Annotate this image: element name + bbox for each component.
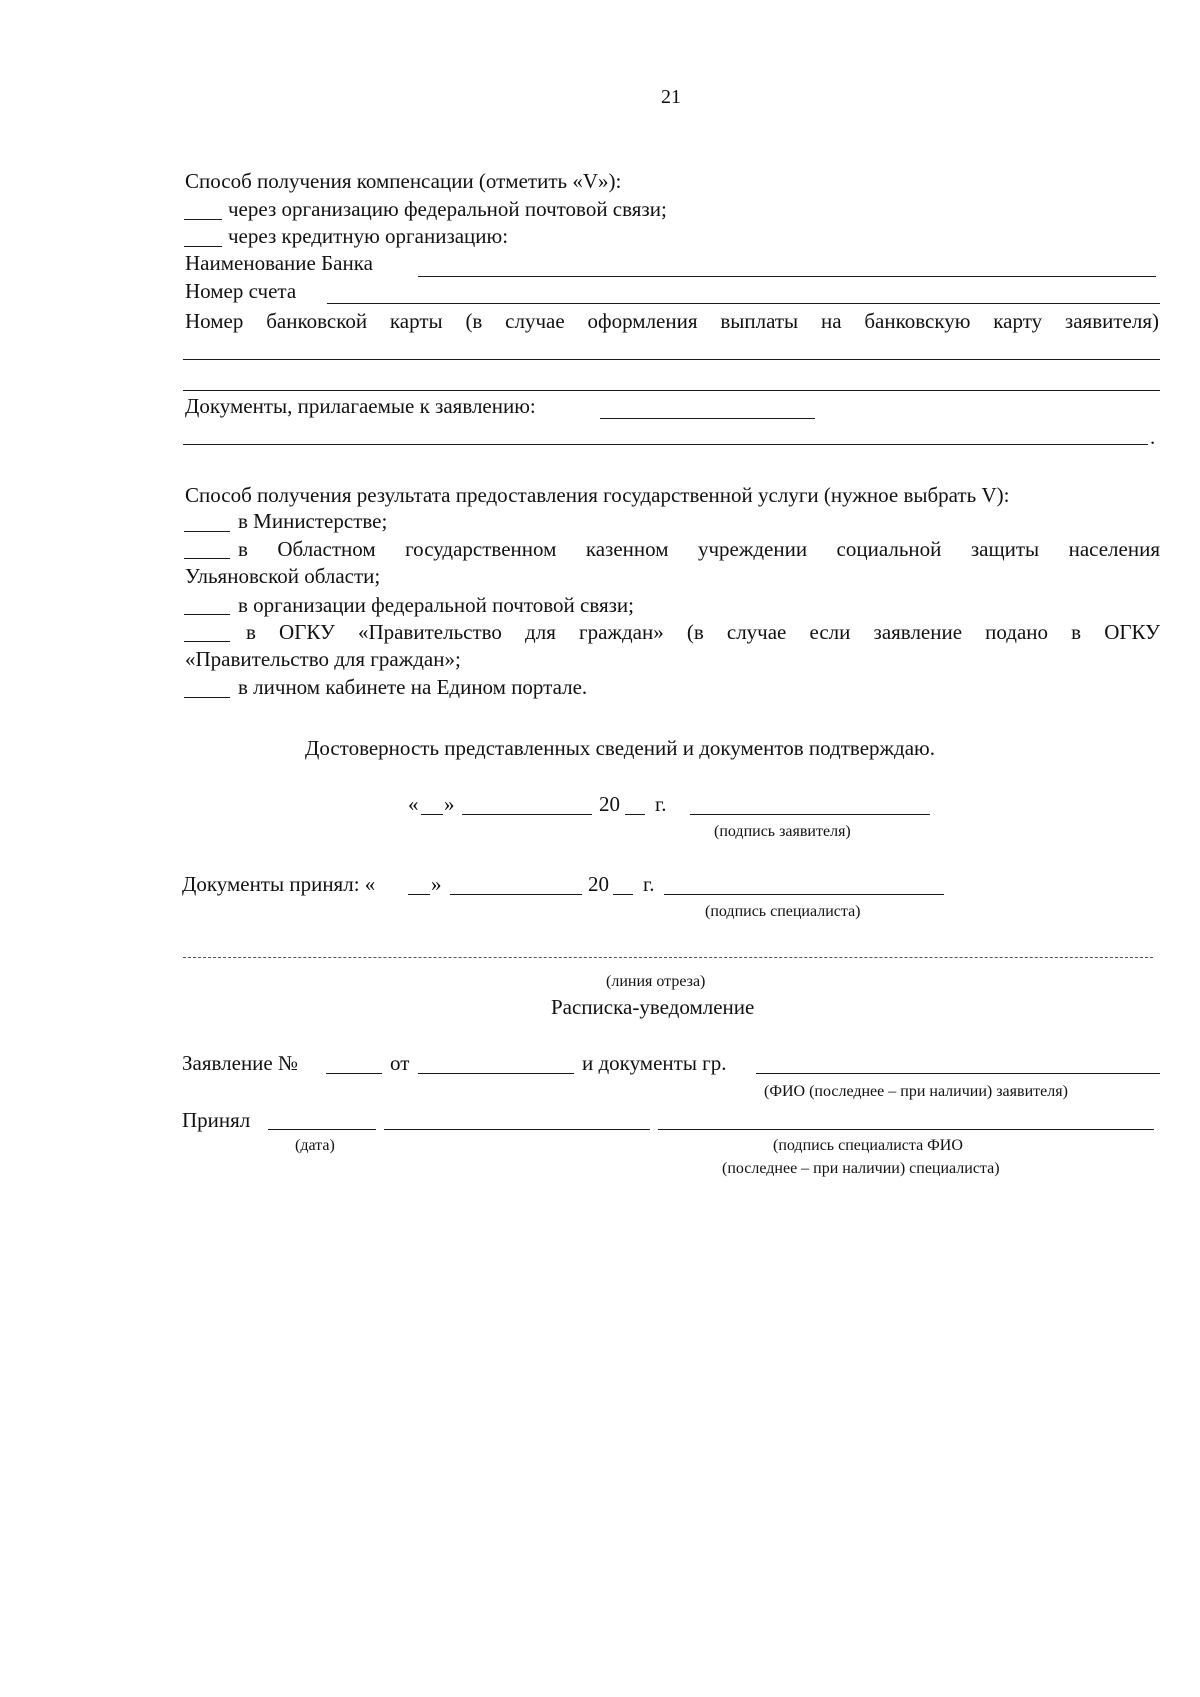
result-option-post: в организации федеральной почтовой связи; — [238, 593, 635, 617]
applicant-signature-caption: (подпись заявителя) — [714, 823, 851, 840]
applicant-day-field[interactable] — [421, 814, 443, 815]
accepted-year-suffix: г. — [643, 872, 655, 896]
ogkuszn-checkbox-line[interactable] — [184, 558, 230, 559]
result-option-gov-cont: «Правительство для граждан»; — [185, 647, 461, 671]
page-number: 21 — [661, 86, 681, 108]
applicant-fio-field[interactable] — [756, 1073, 1160, 1074]
accepted-day-field[interactable] — [408, 894, 430, 895]
account-number-label: Номер счета — [185, 279, 297, 303]
applicant-year-prefix: 20 — [599, 792, 620, 816]
portal-checkbox-line[interactable] — [184, 697, 230, 698]
documents-label: Документы, прилагаемые к заявлению: — [185, 394, 536, 418]
applicant-year-field[interactable] — [625, 814, 645, 815]
receipt-signature-field[interactable] — [384, 1129, 650, 1130]
application-from-label: от — [390, 1051, 410, 1075]
accepted-by-label: Документы принял: « — [182, 872, 376, 896]
applicant-fio-caption: (ФИО (последнее – при наличии) заявителя) — [764, 1083, 1068, 1100]
cut-line-caption: (линия отреза) — [606, 973, 706, 990]
accepted-year-prefix: 20 — [588, 872, 609, 896]
applicant-date-close: » — [444, 792, 455, 816]
bank-name-field[interactable] — [418, 276, 1156, 277]
receipt-title: Расписка-уведомление — [551, 995, 755, 1019]
result-option-portal: в личном кабинете на Едином портале. — [238, 675, 588, 699]
result-heading: Способ получения результата предоставления государственной услуги (нужное выбрать V): — [185, 483, 1010, 507]
documents-end-period: . — [1150, 425, 1156, 449]
ministry-checkbox-line[interactable] — [184, 531, 230, 532]
post-result-checkbox-line[interactable] — [184, 614, 230, 615]
result-option-ogkuszn: в Областном государственном казенном учреждении социальной защиты населения — [238, 537, 1160, 561]
applicant-date-open: « — [408, 792, 419, 816]
applicant-signature-field[interactable] — [690, 814, 930, 815]
credit-checkbox-line[interactable] — [184, 246, 222, 247]
accepted-month-field[interactable] — [450, 894, 582, 895]
documents-citizen-label: и документы гр. — [582, 1051, 727, 1075]
documents-field-2[interactable] — [183, 444, 1148, 445]
result-option-gov: в ОГКУ «Правительство для граждан» (в случае если заявление подано в ОГКУ — [246, 620, 1160, 644]
accepted-date-close: » — [431, 872, 442, 896]
bank-card-field-1[interactable] — [183, 359, 1160, 360]
result-option-ogkuszn-cont: Ульяновской области; — [185, 564, 381, 588]
receipt-specialist-fio-field[interactable] — [658, 1129, 1154, 1130]
receipt-specialist-caption-2: (последнее – при наличии) специалиста) — [722, 1160, 1000, 1177]
confirmation-statement: Достоверность представленных сведений и документов подтверждаю. — [305, 736, 935, 760]
applicant-month-field[interactable] — [462, 814, 592, 815]
receipt-date-field[interactable] — [268, 1129, 376, 1130]
account-number-field[interactable] — [327, 303, 1160, 304]
accepted-year-field[interactable] — [613, 894, 633, 895]
receipt-specialist-caption-1: (подпись специалиста ФИО — [773, 1137, 963, 1154]
bank-name-label: Наименование Банка — [185, 251, 373, 275]
applicant-year-suffix: г. — [655, 792, 667, 816]
post-checkbox-line[interactable] — [184, 219, 222, 220]
application-date-field[interactable] — [418, 1073, 574, 1074]
specialist-signature-field[interactable] — [664, 894, 944, 895]
result-option-ministry: в Министерстве; — [238, 509, 388, 533]
cut-line — [183, 957, 1153, 958]
documents-field-1[interactable] — [600, 418, 815, 419]
application-number-label: Заявление № — [182, 1051, 299, 1075]
compensation-option-post: через организацию федеральной почтовой связи; — [228, 197, 667, 221]
bank-card-field-2[interactable] — [183, 390, 1160, 391]
compensation-option-credit: через кредитную организацию: — [228, 224, 509, 248]
receipt-accepted-label: Принял — [182, 1108, 251, 1132]
bank-card-label: Номер банковской карты (в случае оформления выплаты на банковскую карту заявителя) — [185, 309, 1159, 333]
compensation-heading: Способ получения компенсации (отметить «V»): — [185, 169, 622, 193]
application-number-field[interactable] — [326, 1073, 382, 1074]
specialist-signature-caption: (подпись специалиста) — [705, 903, 861, 920]
gov-checkbox-line[interactable] — [184, 641, 230, 642]
receipt-date-caption: (дата) — [295, 1137, 335, 1154]
